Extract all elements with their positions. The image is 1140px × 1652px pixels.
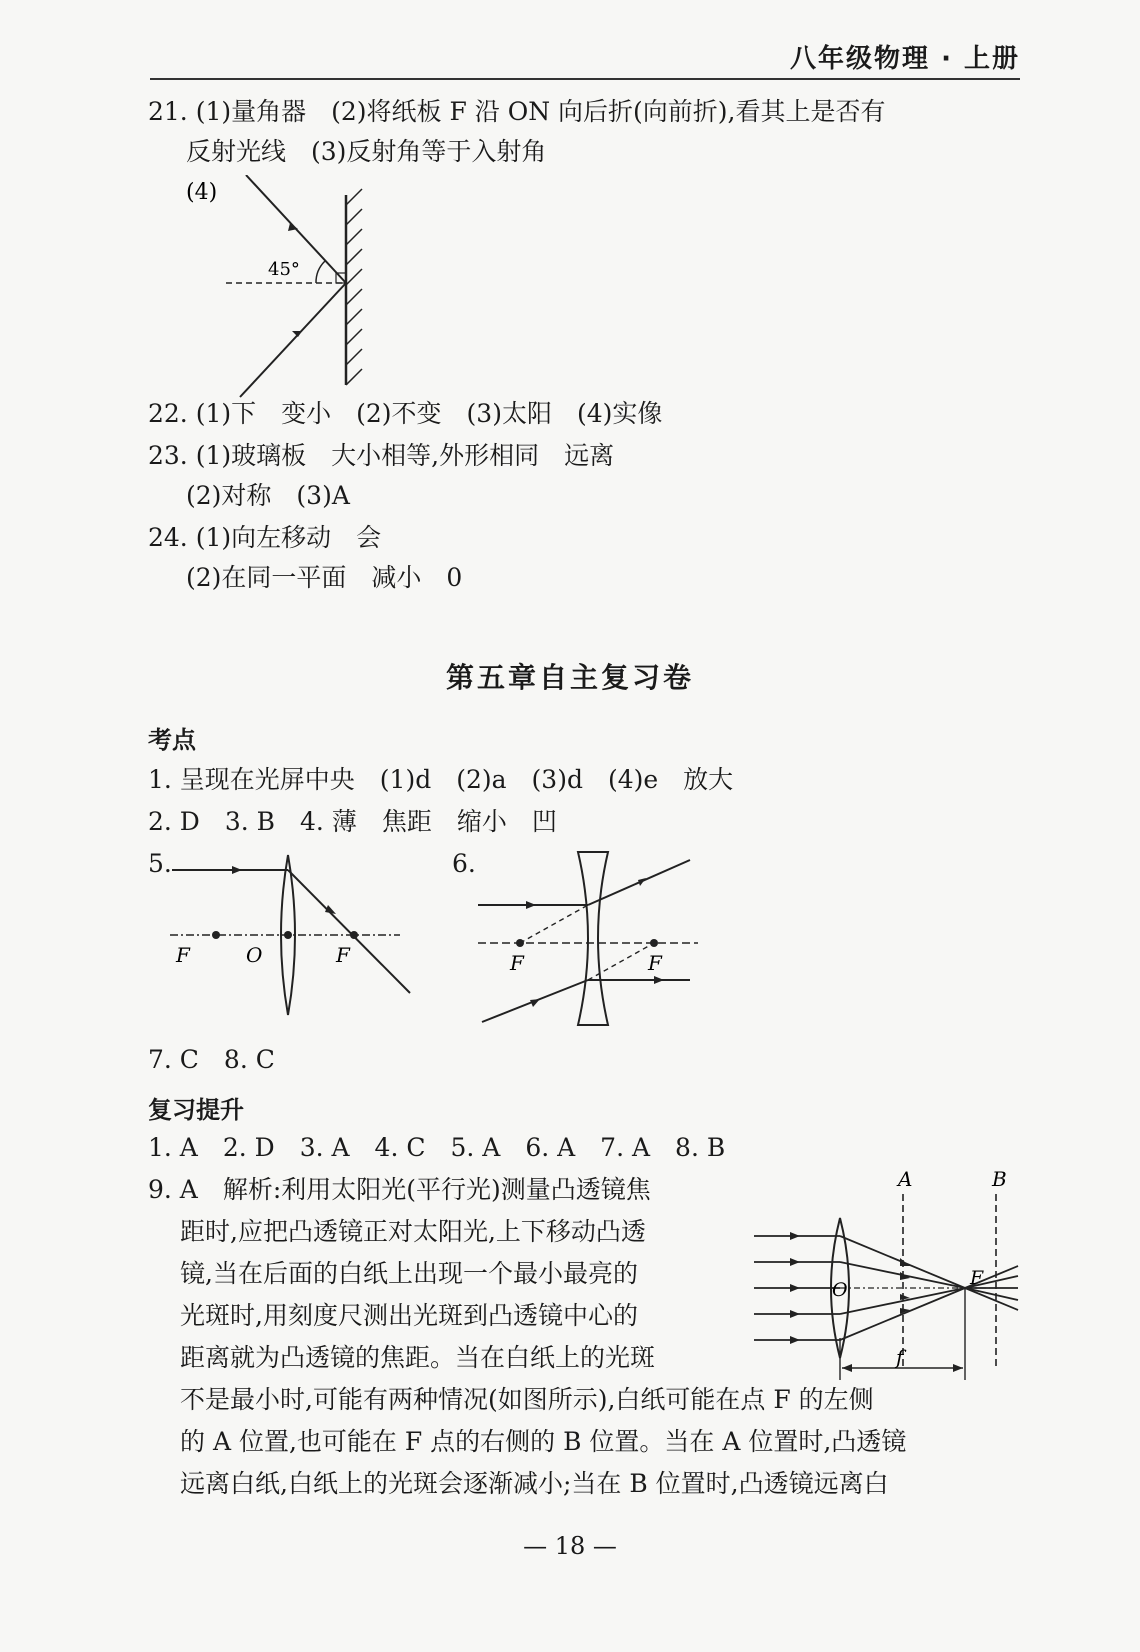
kaodian-q5-label: 5. [148, 849, 172, 878]
answer-23-line1: 23. (1)玻璃板 大小相等,外形相同 远离 [148, 441, 615, 470]
answer-21-line2: 反射光线 (3)反射角等于入射角 [186, 137, 547, 166]
fig9-center: O [832, 1279, 848, 1301]
fig6-focus-right: F [648, 951, 662, 975]
fig6-focus-left: F [510, 951, 524, 975]
page-number: — 18 — [523, 1532, 617, 1560]
fig5-center: O [246, 943, 263, 967]
fig5-focus-right: F [336, 943, 350, 967]
chapter-title: 第五章自主复习卷 [445, 661, 694, 694]
fig9-focus: F [970, 1267, 984, 1289]
fig5-focus-left: F [176, 943, 190, 967]
answer-24-line1: 24. (1)向左移动 会 [148, 523, 382, 552]
concave-lens-diagram [478, 850, 728, 1030]
kaodian-q1: 1. 呈现在光屏中央 (1)d (2)a (3)d (4)e 放大 [148, 765, 734, 794]
kaodian-q6-label: 6. [452, 849, 476, 878]
fuxi-q9-line6: 不是最小时,可能有两种情况(如图所示),白纸可能在点 F 的左侧 [180, 1385, 874, 1414]
answer-24-line2: (2)在同一平面 减小 0 [186, 563, 463, 592]
fuxi-q9-line7: 的 A 位置,也可能在 F 点的右侧的 B 位置。当在 A 位置时,凸透镜 [180, 1427, 907, 1456]
section-fuxi: 复习提升 [148, 1096, 244, 1124]
fuxi-q9-line5: 距离就为凸透镜的焦距。当在白纸上的光斑 [180, 1343, 656, 1372]
section-kaodian: 考点 [148, 726, 196, 754]
answer-21-line1: 21. (1)量角器 (2)将纸板 F 沿 ON 向后折(向前折),看其上是否有 [148, 97, 886, 126]
fuxi-q1-8: 1. A 2. D 3. A 4. C 5. A 6. A 7. A 8. B [148, 1133, 726, 1162]
fuxi-q9-line4: 光斑时,用刻度尺测出光斑到凸透镜中心的 [180, 1301, 638, 1330]
page-header [150, 32, 1020, 80]
header-title: 八年级物理 · 上册 [790, 44, 1020, 74]
reflection-diagram [180, 175, 400, 410]
kaodian-q7-8: 7. C 8. C [148, 1045, 275, 1074]
fig9-focal-length: f [896, 1345, 904, 1369]
angle-label: 45° [268, 259, 300, 280]
fuxi-q9-line3: 镜,当在后面的白纸上出现一个最小最亮的 [180, 1259, 638, 1288]
answer-22: 22. (1)下 变小 (2)不变 (3)太阳 (4)实像 [148, 399, 663, 428]
fuxi-q9-line1: 9. A 解析:利用太阳光(平行光)测量凸透镜焦 [148, 1175, 651, 1204]
fig21-label: (4) [186, 180, 218, 205]
fig9-label-a: A [898, 1168, 913, 1191]
focal-length-diagram [750, 1168, 1030, 1383]
answer-23-line2: (2)对称 (3)A [186, 481, 350, 510]
kaodian-q2-4: 2. D 3. B 4. 薄 焦距 缩小 凹 [148, 807, 557, 836]
fig9-label-b: B [992, 1168, 1007, 1191]
fuxi-q9-line2: 距时,应把凸透镜正对太阳光,上下移动凸透 [180, 1217, 646, 1246]
convex-lens-diagram [170, 850, 420, 1025]
fuxi-q9-line8: 远离白纸,白纸上的光斑会逐渐减小;当在 B 位置时,凸透镜远离白 [180, 1469, 889, 1498]
